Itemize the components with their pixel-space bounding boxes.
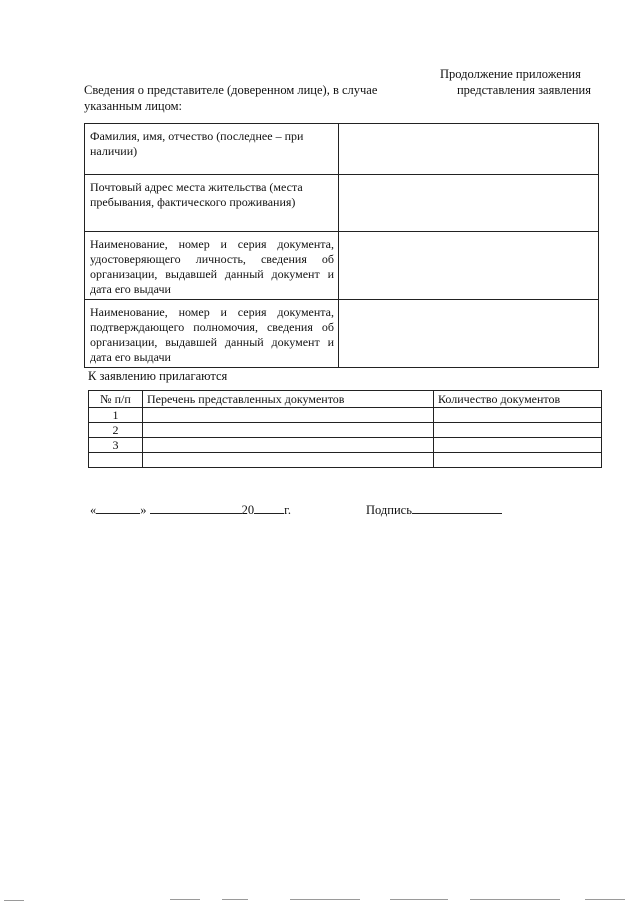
open-quote: «	[90, 503, 97, 517]
col-header-quantity: Количество документов	[434, 391, 602, 408]
row-number: 2	[89, 423, 143, 438]
info-label: Наименование, номер и серия документа, удостоверяющего личность, сведения об организации, выдавшей данный документ и дата его выдачи	[85, 232, 339, 300]
day-blank[interactable]	[96, 502, 140, 514]
info-value-field[interactable]	[339, 232, 599, 300]
signature-field	[366, 502, 502, 518]
signature-label: Подпись	[366, 503, 412, 517]
info-label: Фамилия, имя, отчество (последнее – при наличии)	[85, 124, 339, 175]
table-row	[89, 453, 602, 468]
table-row	[89, 438, 602, 453]
row-number: 3	[89, 438, 143, 453]
table-row	[89, 408, 602, 423]
doc-name-field[interactable]	[143, 423, 434, 438]
doc-qty-field[interactable]	[434, 423, 602, 438]
info-value-field[interactable]	[339, 124, 599, 175]
info-label: Наименование, номер и серия документа, подтверждающего полномочия, сведения об организации, выдавшей данный документ и дата его выдачи	[85, 300, 339, 368]
doc-qty-field[interactable]	[434, 438, 602, 453]
col-header-number: № п/п	[89, 391, 143, 408]
month-blank[interactable]	[150, 502, 242, 514]
doc-qty-field[interactable]	[434, 408, 602, 423]
intro-text	[84, 82, 591, 114]
intro-line2: указанным лицом:	[84, 99, 182, 113]
intro-line1-right: представления заявления	[456, 83, 591, 97]
signature-blank[interactable]	[412, 502, 502, 514]
table-row	[89, 423, 602, 438]
doc-name-field[interactable]	[143, 453, 434, 468]
attachments-header-row	[89, 391, 602, 408]
doc-qty-field[interactable]	[434, 453, 602, 468]
info-row-authority-document	[85, 300, 599, 368]
info-value-field[interactable]	[339, 300, 599, 368]
continuation-header: Продолжение приложения	[440, 67, 581, 81]
info-row-name	[85, 124, 599, 175]
year-suffix: г.	[284, 503, 291, 517]
row-number	[89, 453, 143, 468]
col-header-documents: Перечень представленных документов	[143, 391, 434, 408]
doc-name-field[interactable]	[143, 438, 434, 453]
info-row-address	[85, 175, 599, 232]
intro-line1-left: Сведения о представителе (доверенном лице), в случае	[84, 83, 378, 97]
info-row-identity-document	[85, 232, 599, 300]
close-quote: »	[140, 503, 147, 517]
info-label: Почтовый адрес места жительства (места пребывания, фактического проживания)	[85, 175, 339, 232]
representative-info-table	[84, 123, 599, 368]
attachments-table	[88, 390, 602, 468]
year-prefix: 20	[241, 503, 255, 517]
attachments-title: К заявлению прилагаются	[88, 369, 228, 383]
row-number: 1	[89, 408, 143, 423]
year-blank[interactable]	[254, 502, 284, 514]
date-field	[90, 502, 291, 518]
info-value-field[interactable]	[339, 175, 599, 232]
doc-name-field[interactable]	[143, 408, 434, 423]
